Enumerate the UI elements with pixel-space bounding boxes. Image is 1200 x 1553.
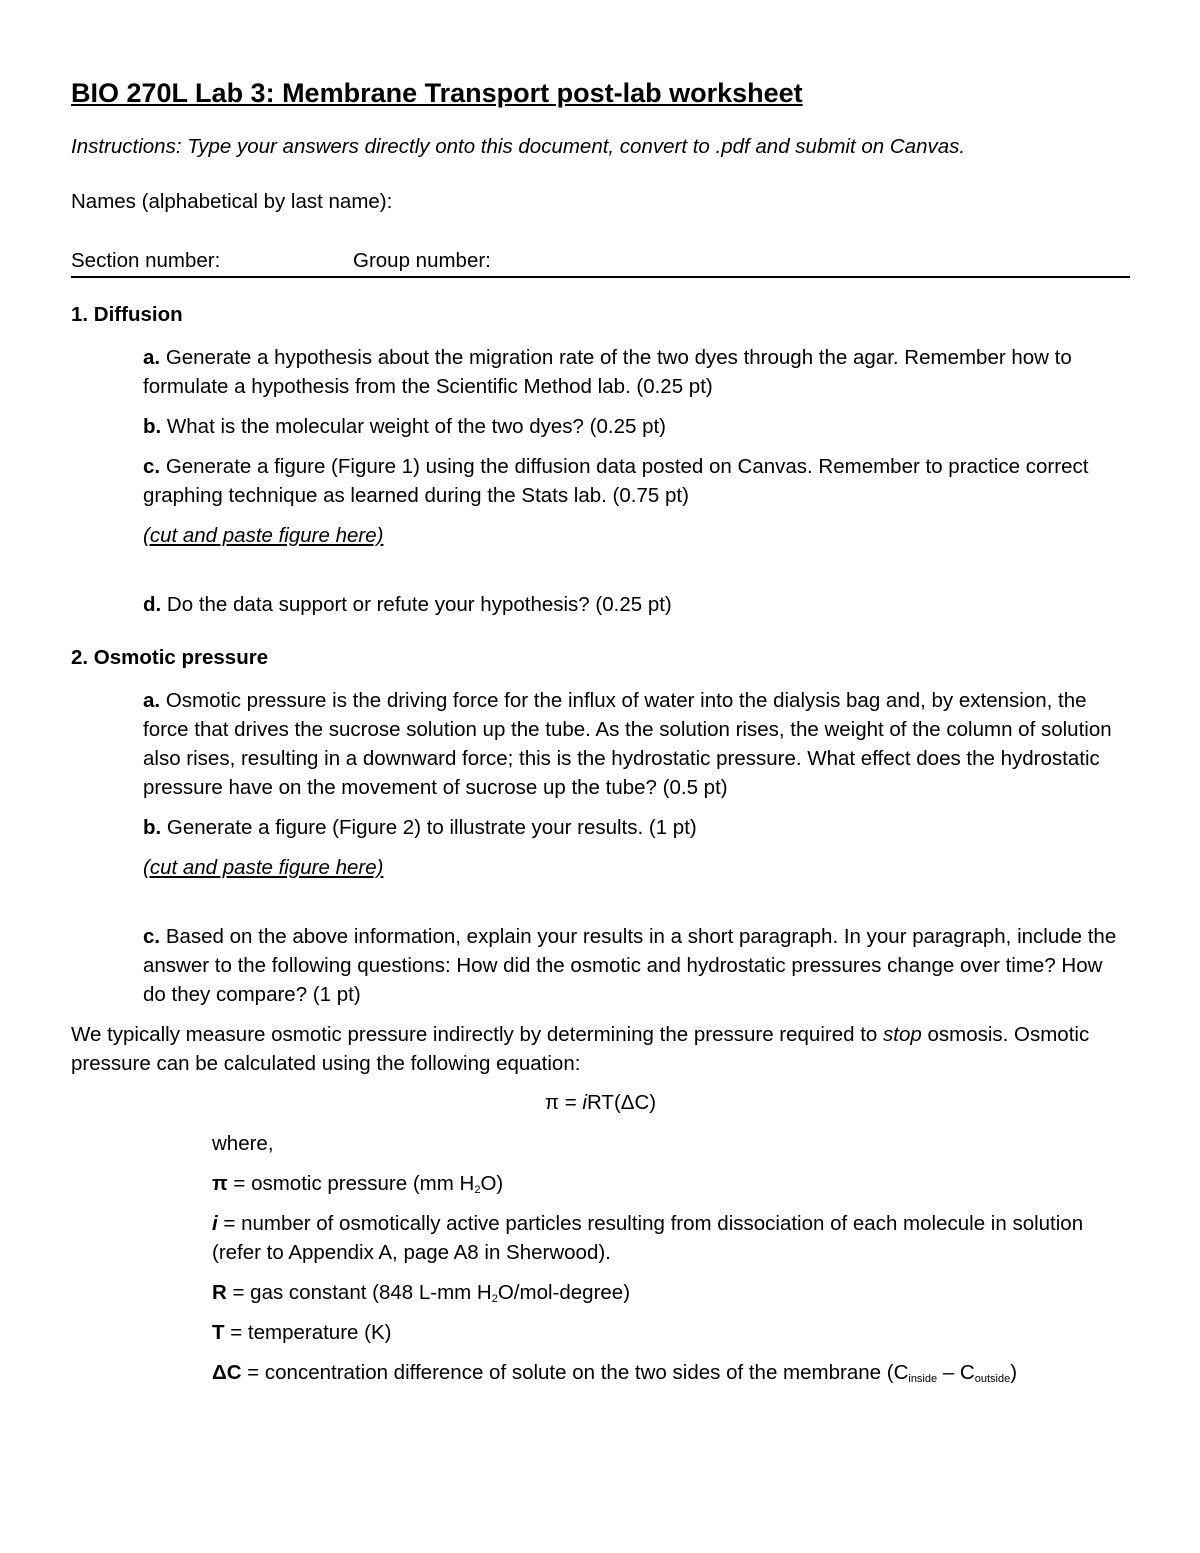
definition-symbol: π	[212, 1172, 228, 1195]
names-label: Names (alphabetical by last name):	[71, 190, 393, 213]
definition-symbol: ΔC	[212, 1361, 242, 1384]
question-1b	[143, 412, 1130, 441]
section-number-label: Section number:	[71, 249, 221, 272]
subscript: 2	[474, 1184, 481, 1196]
definition-delta-c	[212, 1358, 1130, 1387]
question-letter: b.	[143, 415, 162, 438]
question-text: What is the molecular weight of the two dyes? (0.25 pt)	[166, 415, 666, 438]
osmotic-equation	[71, 1088, 1130, 1117]
definition-text-mid: – C	[937, 1361, 975, 1384]
instructions: Instructions: Type your answers directly onto this document, convert to .pdf and submit on Canvas.	[71, 135, 966, 158]
question-text: Do the data support or refute your hypothesis? (0.25 pt)	[166, 593, 672, 616]
definition-r	[212, 1278, 1130, 1307]
definition-symbol: R	[212, 1281, 227, 1304]
question-2a	[143, 686, 1130, 802]
definition-symbol: i	[212, 1212, 218, 1235]
question-2b	[143, 813, 1130, 842]
definition-i	[212, 1209, 1130, 1267]
question-letter: c.	[143, 925, 161, 948]
equation-left: π =	[544, 1091, 583, 1114]
measure-text: We typically measure osmotic pressure indirectly by determining the pressure required to	[71, 1023, 884, 1046]
equation-i: i	[582, 1091, 587, 1114]
definition-t	[212, 1318, 1130, 1347]
group-number-label: Group number:	[353, 249, 491, 272]
subscript: 2	[491, 1293, 498, 1305]
measure-emphasis: stop	[883, 1023, 922, 1046]
definition-text: = number of osmotically active particles resulting from dissociation of each molecule in solution (refer to Appendix A, page A8 in Sherwood).	[212, 1212, 1084, 1264]
question-letter: a.	[143, 346, 161, 369]
definition-symbol: T	[212, 1321, 225, 1344]
question-1a	[143, 343, 1130, 401]
question-letter: c.	[143, 455, 161, 478]
definition-pi	[212, 1169, 1130, 1198]
definition-text-end: O)	[480, 1172, 504, 1195]
question-2c	[143, 922, 1130, 1009]
question-letter: d.	[143, 593, 162, 616]
measure-paragraph	[71, 1020, 1130, 1078]
measure-text-end: osmosis. Osmotic pressure can be calculated using the following equation:	[71, 1023, 1090, 1075]
question-1c	[143, 452, 1130, 510]
definition-text: = gas constant (848 L-mm H	[226, 1281, 492, 1304]
definition-text: = temperature (K)	[224, 1321, 392, 1344]
subscript-inside: inside	[908, 1373, 938, 1385]
definition-text-end: )	[1010, 1361, 1018, 1384]
subscript-outside: outside	[974, 1373, 1011, 1385]
question-letter: b.	[143, 816, 162, 839]
figure-2-placeholder: (cut and paste figure here)	[143, 856, 384, 879]
question-text: Generate a figure (Figure 1) using the diffusion data posted on Canvas. Remember to practice correct graphing technique as learned during the Stats lab. (0.75 pt)	[143, 455, 1089, 507]
question-1d	[143, 590, 1130, 619]
definition-text: = osmotic pressure (mm H	[227, 1172, 475, 1195]
where-label: where,	[212, 1132, 274, 1155]
question-text: Generate a hypothesis about the migration rate of the two dyes through the agar. Remember how to formulate a hypothesis from the Scientific Method lab. (0.25 pt)	[143, 346, 1072, 398]
page-title: BIO 270L Lab 3: Membrane Transport post-lab worksheet	[71, 78, 803, 108]
question-letter: a.	[143, 689, 161, 712]
osmotic-heading: 2. Osmotic pressure	[71, 646, 269, 669]
question-text: Osmotic pressure is the driving force for the influx of water into the dialysis bag and, by extension, the force that drives the sucrose solution up the tube. As the solution rises, the weight of the column of solution also rises, resulting in a downward force; this is the hydrostatic pressure. What effect does the hydrostatic pressure have on the movement of sucrose up the tube? (0.5 pt)	[143, 689, 1112, 799]
diffusion-heading: 1. Diffusion	[71, 303, 183, 326]
question-text: Based on the above information, explain your results in a short paragraph. In your paragraph, include the answer to the following questions: How did the osmotic and hydrostatic pressures change over time? How do they compare? (1 pt)	[143, 925, 1117, 1006]
equation-right: RT(ΔC)	[586, 1091, 657, 1114]
section-group-row	[71, 246, 1130, 278]
definition-text-end: O/mol-degree)	[497, 1281, 631, 1304]
definition-text: = concentration difference of solute on the two sides of the membrane (C	[241, 1361, 909, 1384]
figure-1-placeholder: (cut and paste figure here)	[143, 524, 384, 547]
question-text: Generate a figure (Figure 2) to illustrate your results. (1 pt)	[166, 816, 697, 839]
